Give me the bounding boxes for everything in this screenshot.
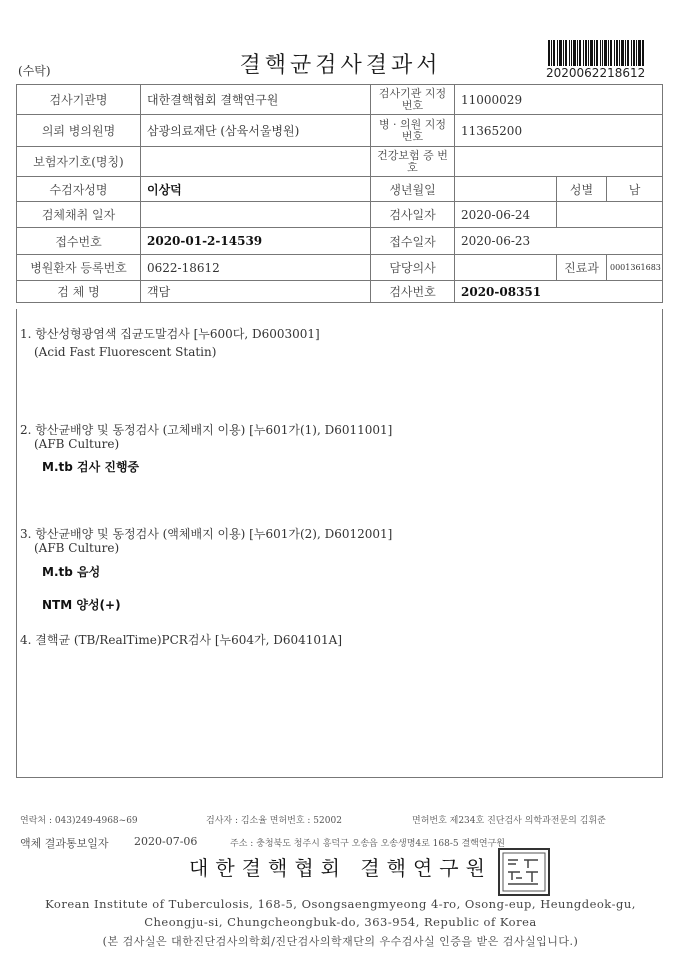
reg-no-label: 병원환자 등록번호 bbox=[17, 255, 141, 281]
row-receipt bbox=[17, 228, 663, 255]
receipt-date-label: 접수일자 bbox=[371, 228, 455, 255]
sex-label: 성별 bbox=[557, 177, 607, 202]
test-date-value: 2020-06-24 bbox=[455, 202, 557, 228]
lab-code-label: 검사기관 지정번호 bbox=[371, 85, 455, 115]
dob-label: 생년월일 bbox=[371, 177, 455, 202]
reg-no-value: 0622-18612 bbox=[141, 255, 371, 281]
insured-label: 보험자기호(명칭) bbox=[17, 147, 141, 177]
test4-title: 4. 결핵균 (TB/RealTime)PCR검사 [누604가, D604101A] bbox=[20, 633, 343, 647]
collect-label: 검체채취 일자 bbox=[17, 202, 141, 228]
footer-specialist: 면허번호 제234호 진단검사 의학과전문의 김휘준 bbox=[412, 816, 606, 826]
hospital-code-label: 병 · 의원 지정번호 bbox=[371, 115, 455, 147]
document-title: 결핵균검사결과서 bbox=[239, 53, 442, 78]
row-insured bbox=[17, 147, 663, 177]
patient-label: 수검자성명 bbox=[17, 177, 141, 202]
lab-code-value: 11000029 bbox=[455, 85, 663, 115]
specimen-label: 검 체 명 bbox=[17, 281, 141, 303]
receipt-date-value: 2020-06-23 bbox=[455, 228, 663, 255]
test-date-blank bbox=[557, 202, 663, 228]
test-no-label: 검사번호 bbox=[371, 281, 455, 303]
doctor-value bbox=[455, 255, 557, 281]
footer-phone: 연락처 : 043)249-4968~69 bbox=[20, 816, 138, 826]
sex-value: 남 bbox=[607, 177, 663, 202]
row-patient bbox=[17, 177, 663, 202]
insured-value bbox=[141, 147, 371, 177]
health-ins-label: 건강보험 증 번 호 bbox=[371, 147, 455, 177]
hospital-label: 의뢰 병의원명 bbox=[17, 115, 141, 147]
test-no-value: 2020-08351 bbox=[455, 281, 663, 303]
official-seal bbox=[498, 848, 550, 896]
receipt-no-value: 2020-01-2-14539 bbox=[141, 228, 371, 255]
address-english-2: Cheongju-si, Chungcheongbuk-do, 363-954, Republic of Korea bbox=[144, 915, 537, 929]
report-date-value: 2020-07-06 bbox=[134, 835, 198, 848]
row-collect bbox=[17, 202, 663, 228]
test3-result-ntm: NTM 양성(+) bbox=[42, 598, 121, 612]
footer-tester: 검사자 : 김소율 면허번호 : 52002 bbox=[206, 816, 342, 826]
hospital-code-value: 11365200 bbox=[455, 115, 663, 147]
test3-result-mtb: M.tb 음성 bbox=[42, 565, 101, 579]
dept-label: 진료과 bbox=[557, 255, 607, 281]
test1-english: (Acid Fast Fluorescent Statin) bbox=[34, 345, 217, 359]
barcode bbox=[548, 40, 644, 66]
address-english-1: Korean Institute of Tuberculosis, 168-5, Osongsaengmyeong 4-ro, Osong-eup, Heungdeok-gu, bbox=[45, 897, 636, 911]
certification-note: (본 검사실은 대한진단검사의학회/진단검사의학재단의 우수검사실 인증을 받은 검사실입니다.) bbox=[102, 935, 579, 948]
entrust-label: (수탁) bbox=[18, 64, 51, 78]
test2-english: (AFB Culture) bbox=[34, 437, 120, 451]
doctor-label: 담당의사 bbox=[371, 255, 455, 281]
specimen-value: 객담 bbox=[141, 281, 371, 303]
test3-english: (AFB Culture) bbox=[34, 541, 120, 555]
test3-title: 3. 항산균배양 및 동정검사 (액체배지 이용) [누601가(2), D6012001] bbox=[20, 527, 393, 541]
test2-result: M.tb 검사 진행중 bbox=[42, 460, 140, 474]
dob-value bbox=[455, 177, 557, 202]
receipt-no-label: 접수번호 bbox=[17, 228, 141, 255]
info-table bbox=[16, 84, 663, 303]
row-registration bbox=[17, 255, 663, 281]
patient-value: 이상덕 bbox=[141, 177, 371, 202]
institute-name: 대한결핵협회 결핵연구원 bbox=[189, 856, 492, 880]
row-lab bbox=[17, 85, 663, 115]
dept-value: 0001361683 bbox=[607, 255, 663, 281]
test2-title: 2. 항산균배양 및 동정검사 (고체배지 이용) [누601가(1), D6011001] bbox=[20, 423, 393, 437]
health-ins-value bbox=[455, 147, 663, 177]
test1-title: 1. 항산성형광염색 집균도말검사 [누600다, D6003001] bbox=[20, 327, 320, 341]
test-date-label: 검사일자 bbox=[371, 202, 455, 228]
lab-label: 검사기관명 bbox=[17, 85, 141, 115]
row-specimen bbox=[17, 281, 663, 303]
hospital-value: 삼광의료재단 (삼육서울병원) bbox=[141, 115, 371, 147]
row-hospital bbox=[17, 115, 663, 147]
report-date-label: 액체 결과통보일자 bbox=[20, 837, 109, 850]
collect-value bbox=[141, 202, 371, 228]
lab-value: 대한결핵협회 결핵연구원 bbox=[141, 85, 371, 115]
barcode-number: 2020062218612 bbox=[546, 66, 646, 80]
address-korean: 주소 : 충청북도 청주시 흥덕구 오송읍 오송생명4로 168-5 결핵연구원 bbox=[230, 839, 505, 849]
